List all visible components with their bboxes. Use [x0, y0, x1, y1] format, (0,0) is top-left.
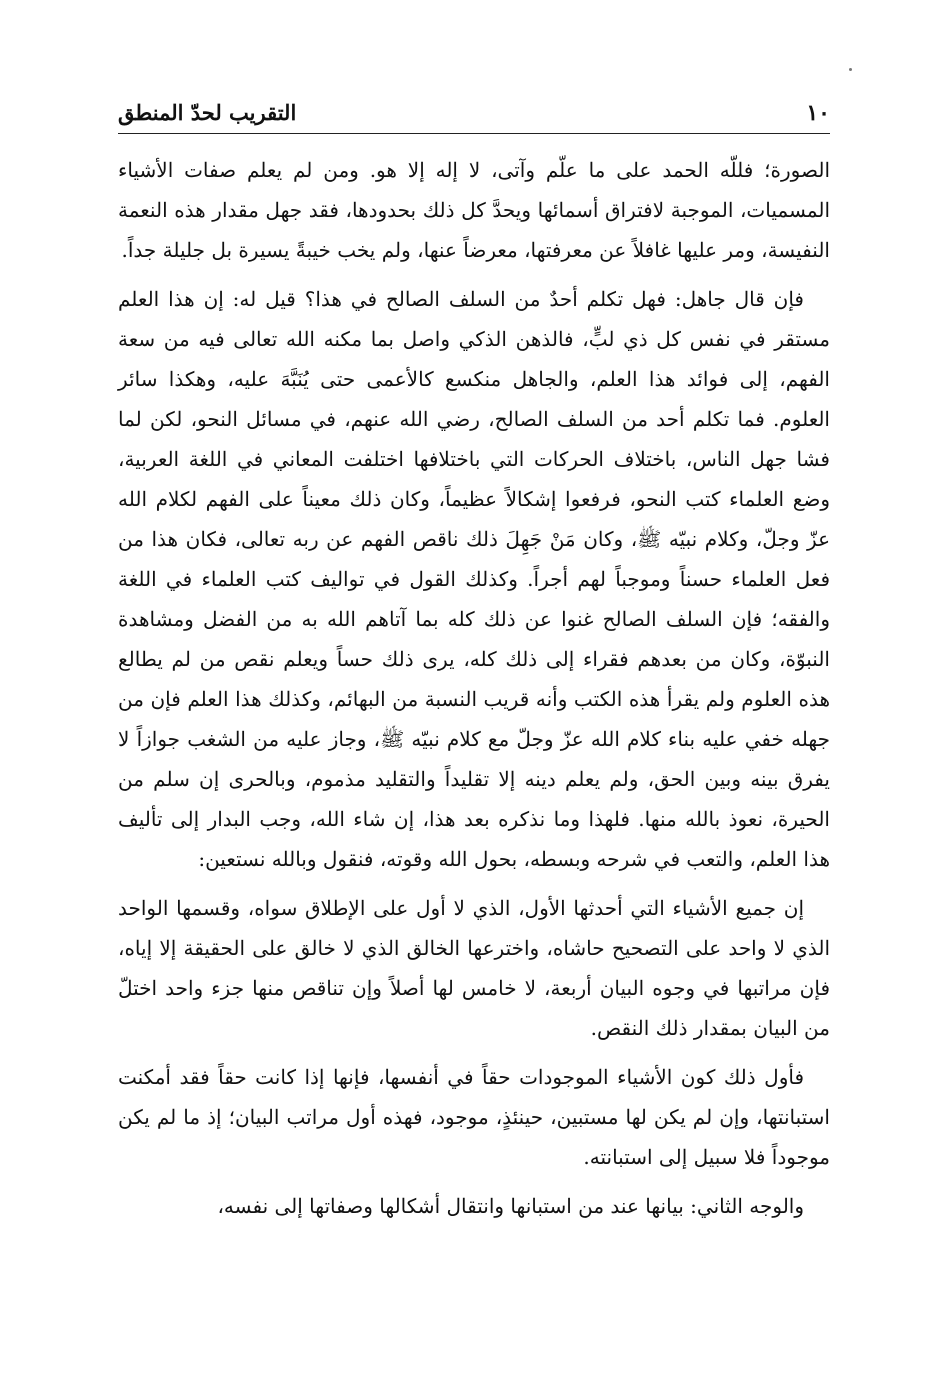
scan-speck — [849, 68, 852, 71]
paragraph-1: الصورة؛ فللّه الحمد على ما علّم وآتى، لا إله إلا هو. ومن لم يعلم صفات الأشياء المسميات، الموجبة لافتراق أسمائها ويحدَّ كل ذلك بحدودها، فقد جهل مقدار هذه النعمة النفيسة، ومر عليها غافلاً عن معرفتها، معرضاً عنها، ولم يخب خيبةً يسيرة بل جليلة جداً. — [118, 158, 831, 262]
header-divider — [118, 133, 830, 134]
paragraph-4: فأول ذلك كون الأشياء الموجودات حقاً في أنفسها، فإنها إذا كانت حقاً فقد أمكنت استبانتها، وإن لم يكن لها مستبين، حينئذٍ، موجود، فهذه أول مراتب البيان؛ إذ ما لم يكن موجوداً فلا سبيل إلى استبانته. — [118, 1065, 830, 1169]
running-header — [118, 98, 830, 130]
body-text — [118, 150, 830, 1235]
paragraph-5: والوجه الثاني: بيانها عند من استبانها وانتقال أشكالها وصفاتها إلى نفسه، — [217, 1194, 804, 1218]
page-number: ١٠ — [806, 100, 830, 126]
book-title: التقريب لحدّ المنطق — [118, 100, 297, 125]
paragraph-2: فإن قال جاهل: فهل تكلم أحدٌ من السلف الصالح في هذا؟ قيل له: إن هذا العلم مستقر في نفس كل ذي لبٍّ، فالذهن الذكي واصل بما مكنه الله تعالى فيه من سعة الفهم، إلى فوائد هذا العلم، والجاهل منكسع كالأعمى حتى يُنَبَّهَ عليه، وهكذا سائر العلوم. فما تكلم أحد من السلف الصالح، رضي الله عنهم، في مسائل النحو، لكن لما فشا جهل الناس، باختلاف الحركات التي باختلافها اختلفت المعاني في اللغة العربية، وضع العلماء كتب النحو، فرفعوا إشكالاً عظيماً، وكان ذلك معيناً على الفهم لكلام الله عزّ وجلّ، وكلام نبيّه ﷺ، وكان مَنْ جَهِلَ ذلك ناقص الفهم عن ربه تعالى، فكان هذا من فعل العلماء حسناً وموجباً لهم أجراً. وكذلك القول في تواليف كتب العلماء في اللغة والفقه؛ فإن السلف الصالح غنوا عن ذلك كله بما آتاهم الله به من الفضل ومشاهدة النبوّة، وكان من بعدهم فقراء إلى ذلك كله، يرى ذلك حساً ويعلم نقص من لم يطالع هذه العلوم ولم يقرأ هذه الكتب وأنه قريب النسبة من البهائم، وكذلك هذا العلم فإن من جهله خفي عليه بناء كلام الله عزّ وجلّ مع كلام نبيّه ﷺ، وجاز عليه من الشغب جوازاً لا يفرق بينه وبين الحق، ولم يعلم دينه إلا تقليداً والتقليد مذموم، وبالحرى إن سلم من الحيرة، نعوذ بالله منها. فلهذا وما نذكره بعد هذا، إن شاء الله، وجب البدار إلى تأليف هذا العلم، والتعب في شرحه وبسطه، بحول الله وقوته، فنقول وبالله نستعين: — [118, 287, 830, 871]
paragraph-3: إن جميع الأشياء التي أحدثها الأول، الذي لا أول على الإطلاق سواه، وقسمها الواحد الذي لا واحد على التصحيح حاشاه، واخترعها الخالق الذي لا خالق على الحقيقة إلا إياه، فإن مراتبها في وجوه البيان أربعة، لا خامس لها أصلاً وإن تناقص منها جزء واحد اختلّ من البيان بمقدار ذلك النقص. — [118, 896, 830, 1040]
